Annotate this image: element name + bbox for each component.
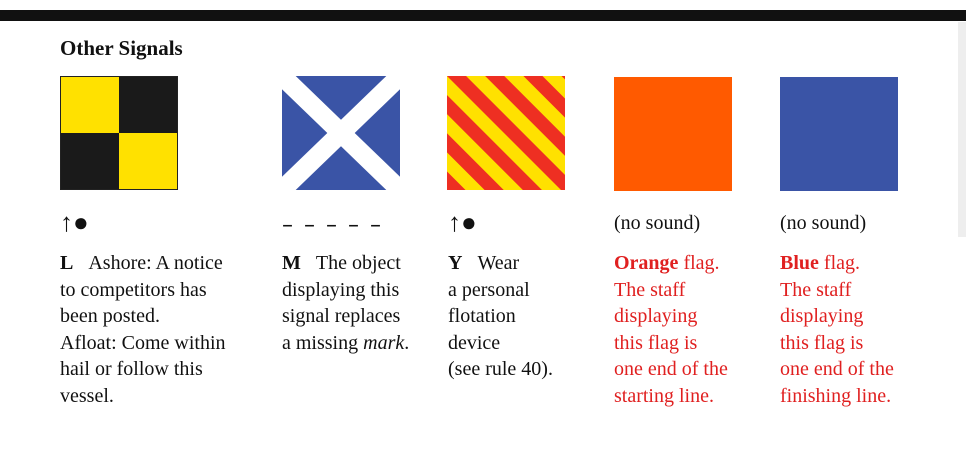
flag-y-line-5: (see rule 40). bbox=[448, 358, 553, 380]
orange-flag-line-5: one end of the bbox=[614, 358, 728, 380]
flag-l-line-6: vessel. bbox=[60, 384, 114, 407]
flag-l-line-5: hail or follow this bbox=[60, 358, 203, 380]
blue-flag-line-4: this flag is bbox=[780, 331, 864, 354]
flag-m-line-4-pre: a missing bbox=[282, 331, 364, 354]
flag-l-description bbox=[60, 250, 226, 409]
flag-m-line-1-text: The object bbox=[315, 252, 401, 274]
flag-m-line-4 bbox=[282, 330, 409, 357]
section-title: Other Signals bbox=[60, 36, 183, 60]
flag-y-sound-signal: ↑● bbox=[448, 208, 477, 237]
top-border-bar bbox=[0, 10, 966, 21]
flag-m-image bbox=[282, 76, 400, 190]
orange-flag-name: Orange bbox=[614, 252, 679, 274]
flag-m-line-3: signal replaces bbox=[282, 305, 401, 327]
orange-flag-description bbox=[614, 250, 728, 409]
flag-m-description bbox=[282, 250, 409, 356]
flag-m-mark-term: mark bbox=[363, 331, 405, 354]
flag-l-line-1 bbox=[60, 250, 226, 277]
flag-y-line-1-text: Wear bbox=[477, 252, 520, 274]
flag-y-line-2: a personal bbox=[448, 278, 530, 301]
orange-flag-sound-signal: (no sound) bbox=[614, 212, 701, 234]
orange-flag-line-3: displaying bbox=[614, 305, 698, 327]
flag-m-line-1 bbox=[282, 250, 409, 277]
orange-flag-line-1 bbox=[614, 250, 728, 277]
flag-l-line-4: Afloat: Come within bbox=[60, 331, 226, 354]
flag-m-sound-signal: – – – – – bbox=[282, 213, 383, 238]
flag-y-line-1 bbox=[448, 250, 553, 277]
flag-m-line-4-post: . bbox=[404, 331, 410, 354]
flag-y-image bbox=[447, 76, 565, 190]
blue-flag-name: Blue bbox=[780, 252, 819, 274]
blue-flag-image bbox=[780, 77, 898, 191]
flag-l-letter: L bbox=[60, 252, 74, 274]
flag-y-line-3: flotation bbox=[448, 305, 516, 327]
orange-flag-image bbox=[614, 77, 732, 191]
flag-l-image bbox=[60, 76, 178, 190]
blue-flag-line-5: one end of the bbox=[780, 358, 894, 380]
flag-m-letter: M bbox=[282, 252, 301, 274]
blue-flag-line-1-rest: flag. bbox=[818, 252, 860, 274]
blue-flag-sound-signal: (no sound) bbox=[780, 212, 867, 234]
flag-y-line-4: device bbox=[448, 331, 501, 354]
orange-flag-line-6: starting line. bbox=[614, 384, 714, 407]
flag-l-sound-signal: ↑● bbox=[60, 208, 89, 237]
flag-l-line-2: to competitors has bbox=[60, 278, 207, 301]
blue-flag-description bbox=[780, 250, 894, 409]
orange-flag-line-1-rest: flag. bbox=[678, 252, 720, 274]
flag-y-letter: Y bbox=[448, 252, 463, 274]
blue-flag-line-3: displaying bbox=[780, 305, 864, 327]
right-edge-strip bbox=[958, 22, 966, 237]
flag-l-line-1-text: Ashore: A notice bbox=[88, 252, 223, 274]
blue-flag-line-2: The staff bbox=[780, 278, 852, 301]
flag-y-description bbox=[448, 250, 553, 383]
orange-flag-line-4: this flag is bbox=[614, 331, 698, 354]
orange-flag-line-2: The staff bbox=[614, 278, 686, 301]
flag-m-line-2: displaying this bbox=[282, 278, 400, 301]
flag-l-line-3: been posted. bbox=[60, 305, 160, 327]
blue-flag-line-6: finishing line. bbox=[780, 384, 892, 407]
blue-flag-line-1 bbox=[780, 250, 894, 277]
